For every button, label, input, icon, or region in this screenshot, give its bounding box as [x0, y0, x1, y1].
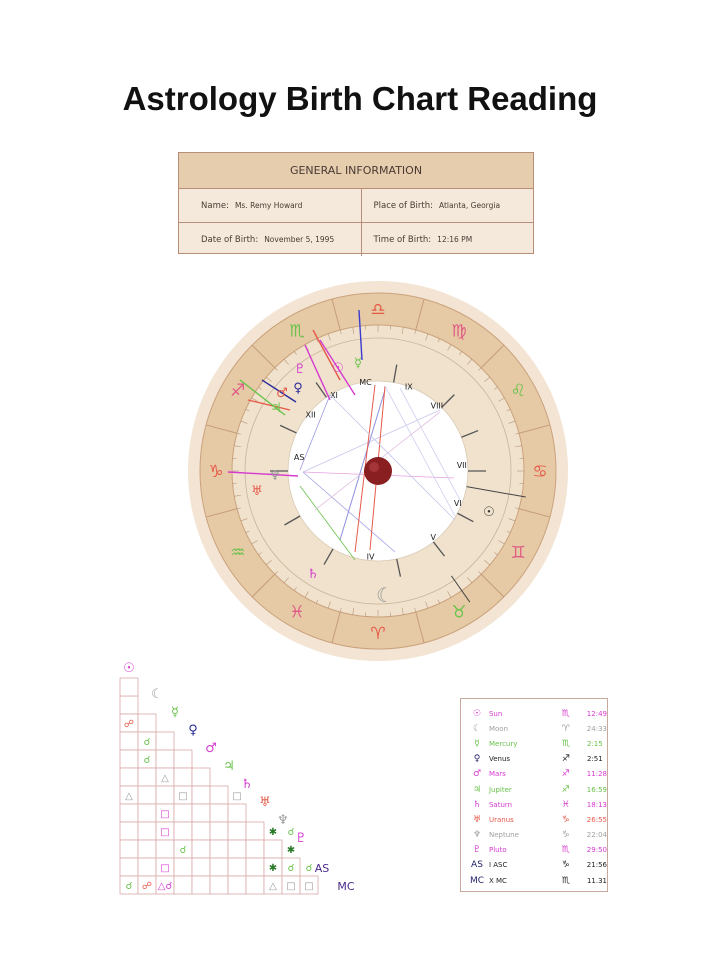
aspect-cell — [210, 840, 228, 858]
zodiac-sign-icon: ♈ — [370, 624, 386, 644]
legend-row — [461, 721, 607, 736]
aspect-cell — [120, 768, 138, 786]
aspect-cell — [120, 732, 138, 750]
aspect-cell — [246, 858, 264, 876]
aspect-cell — [138, 858, 156, 876]
planet-name: Saturn — [488, 800, 513, 809]
aspect-cell — [174, 858, 192, 876]
planet-symbol-icon: ♅ — [472, 814, 482, 825]
aspect-grid-label: ♆ — [277, 813, 289, 828]
aspect-cell — [138, 768, 156, 786]
planet-symbol-icon: ♀ — [473, 754, 481, 765]
aspect-cell — [120, 822, 138, 840]
planet-symbol-icon: MC — [469, 875, 485, 886]
zodiac-sign-icon: ♏ — [289, 321, 305, 342]
aspect-symbol: ☌ — [287, 827, 295, 838]
zodiac-sign-icon: ♊ — [510, 543, 526, 563]
aspect-grid-label: ☿ — [171, 705, 179, 720]
planet-degree: 21:56 — [586, 861, 607, 870]
aspect-symbol: △ — [269, 881, 277, 892]
zodiac-sign-icon: ♉ — [451, 602, 467, 623]
planet-icon: ♀ — [293, 381, 303, 396]
aspect-grid-label: ♇ — [295, 831, 307, 846]
aspect-symbol: ☌ — [179, 845, 187, 856]
zodiac-sign-icon: ♏ — [561, 708, 570, 719]
planet-icon: ☉ — [332, 361, 344, 376]
aspect-cell — [192, 768, 210, 786]
house-number: IV — [366, 552, 375, 562]
aspect-grid-label: ☉ — [123, 661, 135, 676]
page-title: Astrology Birth Chart Reading — [122, 80, 598, 117]
aspect-cell — [174, 804, 192, 822]
zodiac-sign-icon: ♏ — [561, 875, 570, 886]
legend-row — [461, 828, 607, 843]
aspect-cell — [246, 822, 264, 840]
planet-degree: 22:04 — [586, 831, 607, 840]
planet-degree: 2:51 — [587, 755, 603, 764]
time-label: Time of Birth: — [373, 234, 432, 245]
date-label: Date of Birth: — [201, 234, 259, 245]
planet-degree: 2:15 — [587, 739, 603, 748]
zodiac-sign-icon: ♐ — [230, 381, 246, 401]
planet-degree: 26:55 — [586, 815, 607, 824]
planet-symbol-icon: ♆ — [472, 830, 482, 841]
zodiac-sign-icon: ♓ — [561, 799, 570, 810]
aspect-cell — [228, 840, 246, 858]
zodiac-sign-icon: ♑ — [561, 814, 570, 825]
aspect-cell — [138, 804, 156, 822]
aspect-cell — [120, 696, 138, 714]
planet-name: Jupiter — [488, 785, 512, 794]
zodiac-sign-icon: ♑ — [208, 462, 224, 482]
planet-degree: 12:49 — [586, 709, 607, 718]
aspect-cell — [210, 858, 228, 876]
aspect-cell — [156, 732, 174, 750]
legend-row — [461, 736, 607, 751]
planet-symbol-icon: ☉ — [472, 708, 482, 719]
planet-degree: 11:28 — [586, 770, 607, 779]
planet-name: Sun — [488, 709, 503, 718]
aspect-symbol: ☌ — [287, 863, 295, 874]
planet-symbol-icon: AS — [471, 860, 483, 871]
planet-icon: ♂ — [276, 386, 288, 401]
aspect-cell — [210, 804, 228, 822]
legend-row — [461, 752, 607, 767]
aspect-cell — [246, 840, 264, 858]
aspect-cell — [210, 876, 228, 894]
aspect-cell — [228, 858, 246, 876]
place-label: Place of Birth: — [373, 200, 433, 211]
planet-symbol-icon: ♃ — [472, 784, 482, 795]
aspect-cell — [192, 858, 210, 876]
aspect-symbol: □ — [160, 809, 170, 820]
house-number: V — [430, 532, 437, 542]
aspect-cell — [120, 858, 138, 876]
aspect-cell — [120, 750, 138, 768]
house-number: XII — [305, 410, 316, 420]
planet-degree: 24:33 — [586, 724, 607, 733]
aspect-symbol: □ — [160, 863, 170, 874]
planet-name: Pluto — [488, 846, 507, 855]
aspect-symbol: □ — [178, 791, 188, 802]
planet-symbol-icon: ♇ — [472, 845, 482, 856]
zodiac-sign-icon: ♌ — [510, 381, 526, 401]
legend-row — [461, 873, 607, 888]
zodiac-sign-icon: ♏ — [561, 845, 570, 856]
aspect-cell — [138, 840, 156, 858]
planet-name: I ASC — [488, 861, 508, 870]
general-information-header: GENERAL INFORMATION — [179, 153, 533, 189]
place-value: Atlanta, Georgia — [438, 201, 501, 210]
aspect-grid-label: ☾ — [151, 687, 163, 702]
planet-icon: ♃ — [270, 401, 282, 416]
aspect-symbol: ☌ — [143, 737, 151, 748]
aspect-symbol: ☍ — [141, 881, 153, 892]
house-number: VI — [453, 499, 462, 509]
aspect-grid-label: ♀ — [188, 723, 198, 738]
zodiac-sign-icon: ♎ — [370, 300, 386, 320]
aspect-grid-label: ♃ — [223, 759, 235, 774]
aspect-cell — [174, 768, 192, 786]
aspect-cell — [246, 876, 264, 894]
aspect-cell — [174, 876, 192, 894]
house-number: VII — [456, 461, 467, 471]
planet-icon: ☿ — [354, 356, 362, 371]
aspect-cell — [210, 786, 228, 804]
zodiac-sign-icon: ♍ — [451, 321, 467, 342]
aspect-cell — [120, 678, 138, 696]
aspect-symbol: △ — [161, 773, 169, 784]
aspect-cell — [192, 876, 210, 894]
legend-row — [461, 812, 607, 827]
house-number: XI — [330, 390, 338, 400]
planet-icon: ☾ — [376, 583, 394, 607]
aspect-symbol: □ — [160, 827, 170, 838]
planet-icon: ♆ — [269, 469, 281, 484]
aspect-grid-label: ♂ — [205, 741, 217, 756]
aspect-symbol: ✱ — [268, 827, 278, 838]
aspect-cell — [228, 876, 246, 894]
planet-name: X MC — [489, 876, 507, 885]
legend-row — [461, 797, 607, 812]
name-label: Name: — [201, 200, 229, 211]
date-value: November 5, 1995 — [264, 235, 335, 244]
zodiac-sign-icon: ♒ — [230, 543, 246, 563]
aspect-cell — [192, 840, 210, 858]
aspect-grid-label: MC — [337, 880, 355, 893]
aspect-cell — [228, 804, 246, 822]
planet-symbol-icon: ♂ — [472, 769, 482, 780]
aspect-cell — [120, 804, 138, 822]
zodiac-sign-icon: ♐ — [561, 769, 570, 780]
aspect-cell — [156, 786, 174, 804]
planet-name: Neptune — [488, 831, 519, 840]
planet-symbol-icon: ☿ — [474, 738, 480, 749]
aspect-cell — [228, 822, 246, 840]
aspect-grid-label: AS — [314, 862, 330, 875]
aspect-cell — [210, 822, 228, 840]
aspect-symbol: ☌ — [305, 863, 313, 874]
planet-name: Uranus — [488, 815, 514, 824]
aspect-symbol: ☍ — [123, 719, 135, 730]
aspect-cell — [156, 840, 174, 858]
planet-degree: 29:50 — [586, 846, 607, 855]
aspect-symbol: ✱ — [286, 845, 296, 856]
legend-row — [461, 706, 607, 721]
aspect-symbol: ☌ — [143, 755, 151, 766]
zodiac-sign-icon: ♐ — [561, 754, 571, 765]
planet-name: Moon — [488, 724, 509, 733]
aspect-symbol: △ — [125, 791, 133, 802]
aspect-symbol: ✱ — [268, 863, 278, 874]
legend-row — [461, 858, 607, 873]
aspect-cell — [192, 804, 210, 822]
planet-symbol-icon: ☾ — [472, 723, 482, 734]
name-value: Ms. Remy Howard — [234, 201, 303, 210]
aspect-cell — [174, 822, 192, 840]
legend-row — [461, 782, 607, 797]
zodiac-sign-icon: ♋ — [532, 462, 548, 482]
aspect-cell — [156, 750, 174, 768]
aspect-cell — [192, 822, 210, 840]
aspect-cell — [264, 840, 282, 858]
aspect-grid-label: ♅ — [259, 795, 271, 810]
house-number: IX — [404, 382, 413, 392]
planet-degree: 18:13 — [586, 800, 607, 809]
planet-name: Venus — [489, 755, 511, 764]
legend-row — [461, 843, 607, 858]
legend-row — [461, 767, 607, 782]
house-number: MC — [359, 377, 372, 387]
planet-positions-legend — [460, 698, 608, 892]
zodiac-sign-icon: ♑ — [561, 860, 570, 871]
aspect-grid-label: ♄ — [241, 777, 253, 792]
aspect-symbol: □ — [286, 881, 296, 892]
aspect-cell — [138, 822, 156, 840]
planet-name: Mercury — [489, 739, 518, 748]
zodiac-sign-icon: ♑ — [561, 830, 570, 841]
time-value: 12:16 PM — [437, 235, 473, 244]
planet-icon: ♅ — [251, 484, 263, 499]
planet-icon: ☉ — [483, 505, 495, 520]
aspect-cell — [120, 840, 138, 858]
zodiac-sign-icon: ♏ — [561, 738, 571, 749]
aspect-symbol: □ — [304, 881, 314, 892]
aspect-symbol: △☌ — [157, 881, 173, 892]
house-number: AS — [293, 453, 305, 463]
aspect-cell — [192, 786, 210, 804]
zodiac-sign-icon: ♐ — [561, 784, 570, 795]
aspect-cell — [174, 750, 192, 768]
zodiac-sign-icon: ♈ — [561, 723, 570, 734]
planet-icon: ♇ — [294, 362, 306, 377]
planet-degree: 11.31 — [586, 876, 607, 885]
zodiac-sign-icon: ♓ — [289, 602, 305, 623]
aspect-symbol: □ — [232, 791, 242, 802]
planet-degree: 16:59 — [586, 785, 607, 794]
house-number: VIII — [430, 401, 444, 411]
planet-icon: ♄ — [307, 567, 319, 582]
aspect-symbol: ☌ — [125, 881, 133, 892]
planet-name: Mars — [488, 770, 506, 779]
aspect-cell — [138, 786, 156, 804]
aspect-cell — [138, 714, 156, 732]
planet-symbol-icon: ♄ — [472, 799, 482, 810]
